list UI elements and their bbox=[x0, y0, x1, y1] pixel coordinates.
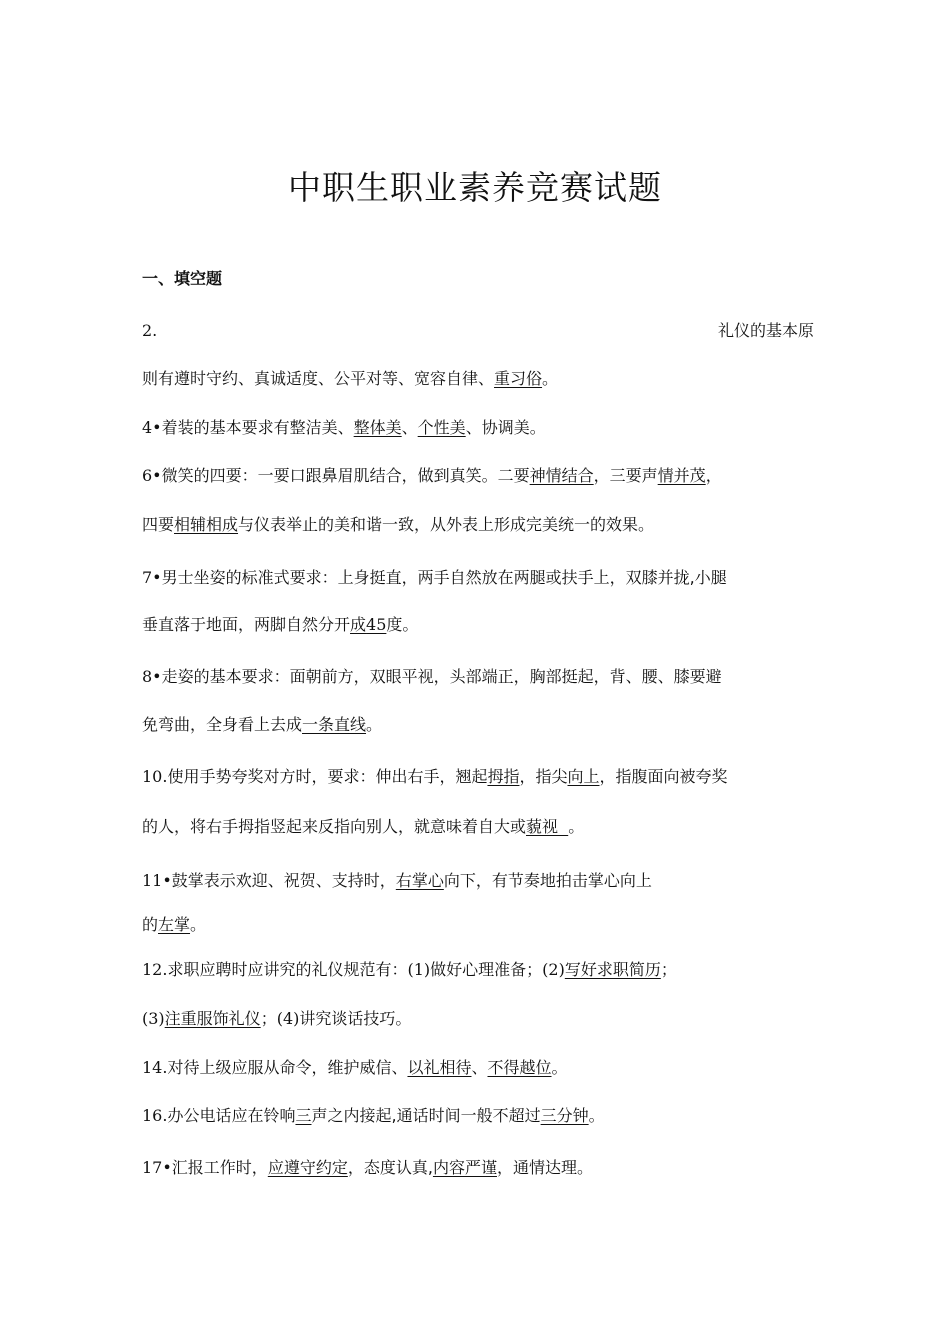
question-8-line-2 bbox=[142, 713, 814, 737]
question-text: 度。 bbox=[386, 615, 419, 634]
question-text: ，三要声 bbox=[593, 466, 658, 485]
question-text: 讲究谈话技巧。 bbox=[299, 1009, 412, 1028]
question-17 bbox=[142, 1156, 814, 1180]
question-text: 汇报工作时， bbox=[171, 1158, 268, 1177]
question-number: 10. bbox=[142, 767, 168, 786]
question-text: 、协调美。 bbox=[465, 418, 546, 437]
question-text: 免弯曲，全身看上去成 bbox=[142, 715, 303, 734]
question-11-line-2 bbox=[142, 913, 814, 937]
question-text: ，指腹面向被夸奖 bbox=[599, 767, 728, 786]
question-text: 。 bbox=[568, 817, 585, 836]
question-text: 男士坐姿的标准式要求：上身挺直，两手自然放在两腿或扶手上，双膝并拢 bbox=[161, 568, 690, 587]
question-text: , bbox=[427, 1158, 433, 1177]
question-text: 。 bbox=[190, 915, 207, 934]
answer-blank: 个性美 bbox=[417, 418, 466, 437]
answer-blank: 神情结合 bbox=[529, 466, 594, 485]
question-text: ，指尖 bbox=[519, 767, 568, 786]
question-number: 17• bbox=[142, 1158, 172, 1177]
question-text: ， bbox=[705, 466, 722, 485]
question-11-line-1 bbox=[142, 869, 814, 893]
question-text: 小腿 bbox=[694, 568, 727, 587]
question-number: 2. bbox=[142, 321, 158, 340]
question-12-line-2 bbox=[142, 1007, 814, 1031]
question-2-line-1 bbox=[142, 319, 814, 343]
question-number: 11• bbox=[142, 871, 172, 890]
answer-blank: 情并茂 bbox=[657, 466, 706, 485]
answer-blank: 成 bbox=[350, 615, 367, 634]
answer-blank: 左掌 bbox=[158, 915, 191, 934]
question-7-line-2 bbox=[142, 613, 814, 637]
answer-blank: 右掌心 bbox=[395, 871, 444, 890]
question-number: 8• bbox=[142, 667, 162, 686]
answer-blank: 重习俗 bbox=[494, 369, 543, 388]
question-number: 12. bbox=[142, 960, 168, 979]
answer-blank: 向上 bbox=[567, 767, 600, 786]
question-text: 、 bbox=[401, 418, 418, 437]
question-10-line-1 bbox=[142, 765, 814, 789]
question-7-line-1 bbox=[142, 566, 814, 590]
question-text: ，态度认真 bbox=[347, 1158, 428, 1177]
question-text: 通话时间一般不超过 bbox=[396, 1106, 541, 1125]
answer-blank: 三 bbox=[295, 1106, 312, 1125]
question-text: 着装的基本要求有整洁美、 bbox=[161, 418, 354, 437]
answer-blank: 45 bbox=[366, 615, 387, 634]
question-number: 4• bbox=[142, 418, 162, 437]
question-text: 使用手势夸奖对方时，要求：伸出右手，翘起 bbox=[167, 767, 488, 786]
question-text: 与仪表举止的美和谐一致，从外表上形成完美统一的效果。 bbox=[238, 515, 655, 534]
question-text: ； bbox=[660, 960, 677, 979]
question-text: 。 bbox=[551, 1058, 568, 1077]
question-text: 、 bbox=[471, 1058, 488, 1077]
item-marker: (3) bbox=[142, 1009, 165, 1028]
answer-blank: 藐视 bbox=[526, 817, 569, 836]
question-4 bbox=[142, 416, 814, 440]
question-text: ，通情达理。 bbox=[496, 1158, 593, 1177]
question-text: 垂直落于地面，两脚自然分开 bbox=[142, 615, 351, 634]
question-text: 鼓掌表示欢迎、祝贺、支持时， bbox=[171, 871, 396, 890]
question-10-line-2 bbox=[142, 815, 814, 839]
question-8-line-1 bbox=[142, 665, 814, 689]
answer-blank: 内容严谨 bbox=[432, 1158, 497, 1177]
question-number: 7• bbox=[142, 568, 162, 587]
question-text: 则有遵时守约、真诚适度、公平对等、宽容自律、 bbox=[142, 369, 495, 388]
answer-blank: 应遵守约定 bbox=[267, 1158, 348, 1177]
answer-blank: 注重服饰礼仪 bbox=[164, 1009, 261, 1028]
question-text: 的人，将右手拇指竖起来反指向别人，就意味着自大或 bbox=[142, 817, 527, 836]
question-text: 四要 bbox=[142, 515, 175, 534]
question-text: 办公电话应在铃响 bbox=[167, 1106, 296, 1125]
answer-blank: 写好求职简历 bbox=[564, 960, 661, 979]
question-text: 对待上级应服从命令，维护威信、 bbox=[167, 1058, 408, 1077]
question-text: 走姿的基本要求：面朝前方，双眼平视，头部端正，胸部挺起，背、腰、膝要避 bbox=[161, 667, 722, 686]
question-6-line-2 bbox=[142, 513, 814, 537]
page-title: 中职生职业素养竞赛试题 bbox=[288, 168, 662, 207]
question-text: 。 bbox=[542, 369, 559, 388]
question-text: 。 bbox=[366, 715, 383, 734]
answer-blank: 整体美 bbox=[353, 418, 402, 437]
question-16 bbox=[142, 1104, 814, 1128]
question-number: 14. bbox=[142, 1058, 168, 1077]
answer-blank: 拇指 bbox=[487, 767, 520, 786]
question-text: , bbox=[391, 1106, 397, 1125]
answer-blank: 不得越位 bbox=[487, 1058, 552, 1077]
question-text: 声之内接起 bbox=[311, 1106, 392, 1125]
answer-blank: 相辅相成 bbox=[174, 515, 239, 534]
question-text: 求职应聘时应讲究的礼仪规范有： bbox=[167, 960, 408, 979]
question-number: 6• bbox=[142, 466, 162, 485]
answer-blank: 一条直线 bbox=[302, 715, 367, 734]
question-text: , bbox=[689, 568, 695, 587]
item-marker: (4) bbox=[276, 1009, 300, 1028]
section-heading: 一、填空题 bbox=[142, 269, 223, 288]
answer-blank: 以礼相待 bbox=[407, 1058, 472, 1077]
answer-blank: 三分钟 bbox=[540, 1106, 589, 1125]
question-2-line-2 bbox=[142, 367, 814, 391]
question-6-line-1 bbox=[142, 464, 814, 488]
question-text: ； bbox=[260, 1009, 277, 1028]
question-text: 。 bbox=[588, 1106, 605, 1125]
question-number: 16. bbox=[142, 1106, 168, 1125]
question-12-line-1 bbox=[142, 958, 814, 982]
question-text: 微笑的四要：一要口跟鼻眉肌结合，做到真笑。二要 bbox=[161, 466, 530, 485]
question-14 bbox=[142, 1056, 814, 1080]
question-text: 向下，有节奏地拍击掌心向上 bbox=[443, 871, 652, 890]
question-text: 礼仪的基本原 bbox=[717, 321, 814, 340]
item-marker: (1) bbox=[407, 960, 431, 979]
item-marker: (2) bbox=[542, 960, 565, 979]
question-text: 的 bbox=[142, 915, 159, 934]
question-text: 做好心理准备； bbox=[430, 960, 543, 979]
